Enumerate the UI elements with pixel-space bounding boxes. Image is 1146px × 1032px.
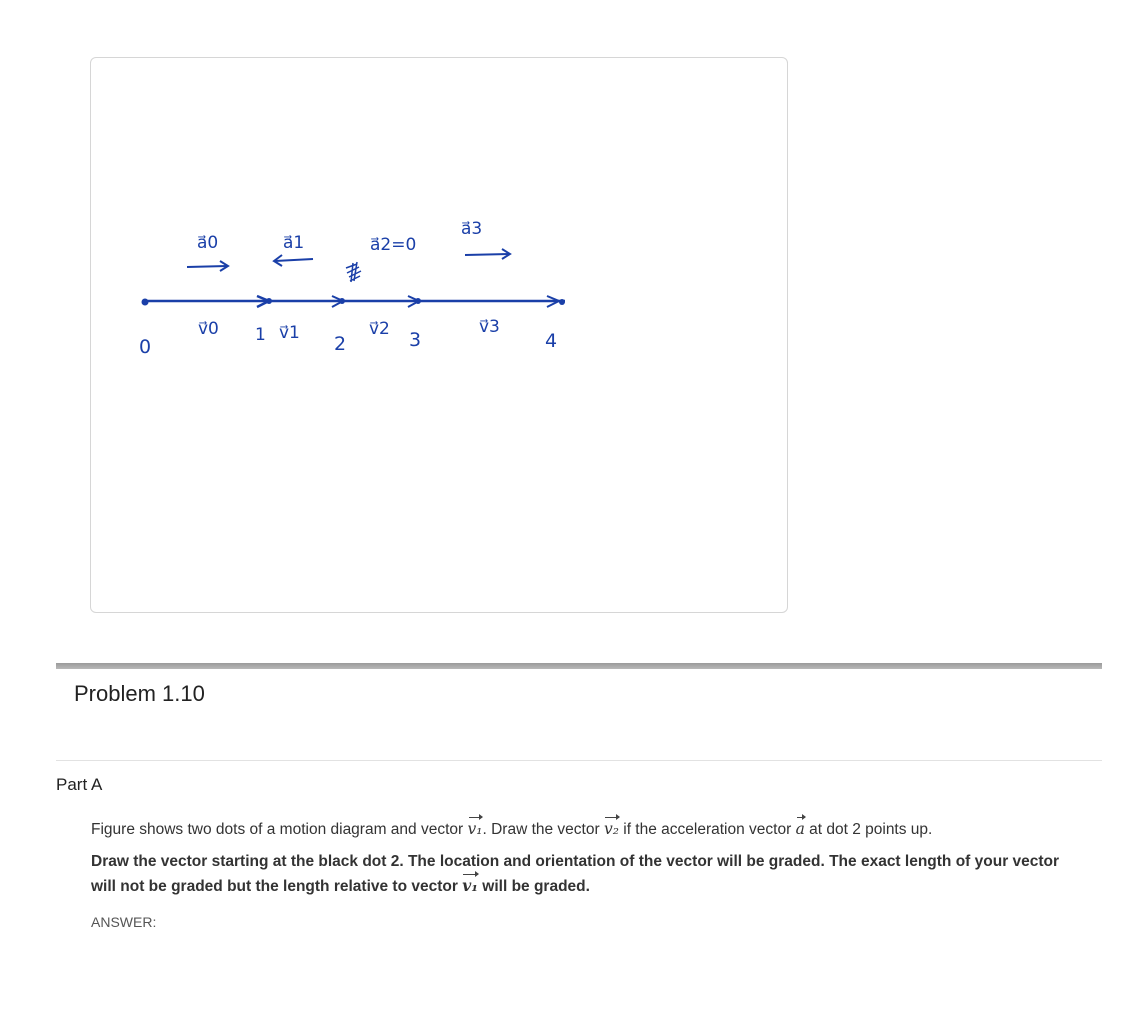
section-divider (56, 663, 1102, 669)
velocity-label-0: v⃗0 (198, 319, 219, 339)
question-segment: if the acceleration vector (618, 821, 796, 838)
instructions-segment: will be graded. (477, 878, 590, 895)
instructions-segment: Draw the vector starting at the black dot 2. The location and orientation of the vector will be graded. The exact length of your vector will not be graded but the length relative to vector (91, 853, 1060, 895)
accel-arrow-1 (274, 255, 313, 266)
v2-symbol: v₂ (604, 816, 619, 840)
figure-panel (90, 57, 788, 613)
dot-number-3: 3 (409, 329, 422, 351)
motion-dot-0 (142, 299, 149, 306)
accel-label-0: a⃗0 (197, 233, 219, 253)
dot-number-2: 2 (334, 333, 347, 355)
dot-number-0: 0 (139, 336, 152, 358)
problem-title: Problem 1.10 (74, 681, 205, 706)
velocity-label-1: v⃗1 (279, 323, 300, 343)
scribble-mark (346, 262, 361, 282)
question-text (91, 816, 1101, 841)
motion-diagram (91, 58, 789, 614)
dot-number-1: 1 (255, 325, 266, 345)
velocity-label-3: v⃗3 (479, 317, 500, 337)
v1-symbol: v₁ (468, 816, 483, 840)
instructions-v1-symbol: v₁ (462, 873, 478, 897)
accel-arrow-0 (187, 261, 228, 271)
accel-label-2: a⃗2=0 (370, 235, 417, 255)
a-symbol: a (796, 816, 805, 840)
velocity-label-2: v⃗2 (369, 319, 390, 339)
part-divider (56, 760, 1102, 761)
dot-number-4: 4 (545, 330, 558, 352)
question-segment: Figure shows two dots of a motion diagram and vector (91, 821, 468, 838)
accel-label-3: a⃗3 (461, 219, 483, 239)
answer-label: ANSWER: (91, 914, 157, 930)
question-segment: . Draw the vector (482, 821, 604, 838)
part-label: Part A (56, 775, 103, 794)
instructions-text (91, 851, 1081, 898)
accel-arrow-3 (465, 249, 510, 259)
accel-label-1: a⃗1 (283, 233, 305, 253)
question-segment: at dot 2 points up. (804, 821, 933, 838)
